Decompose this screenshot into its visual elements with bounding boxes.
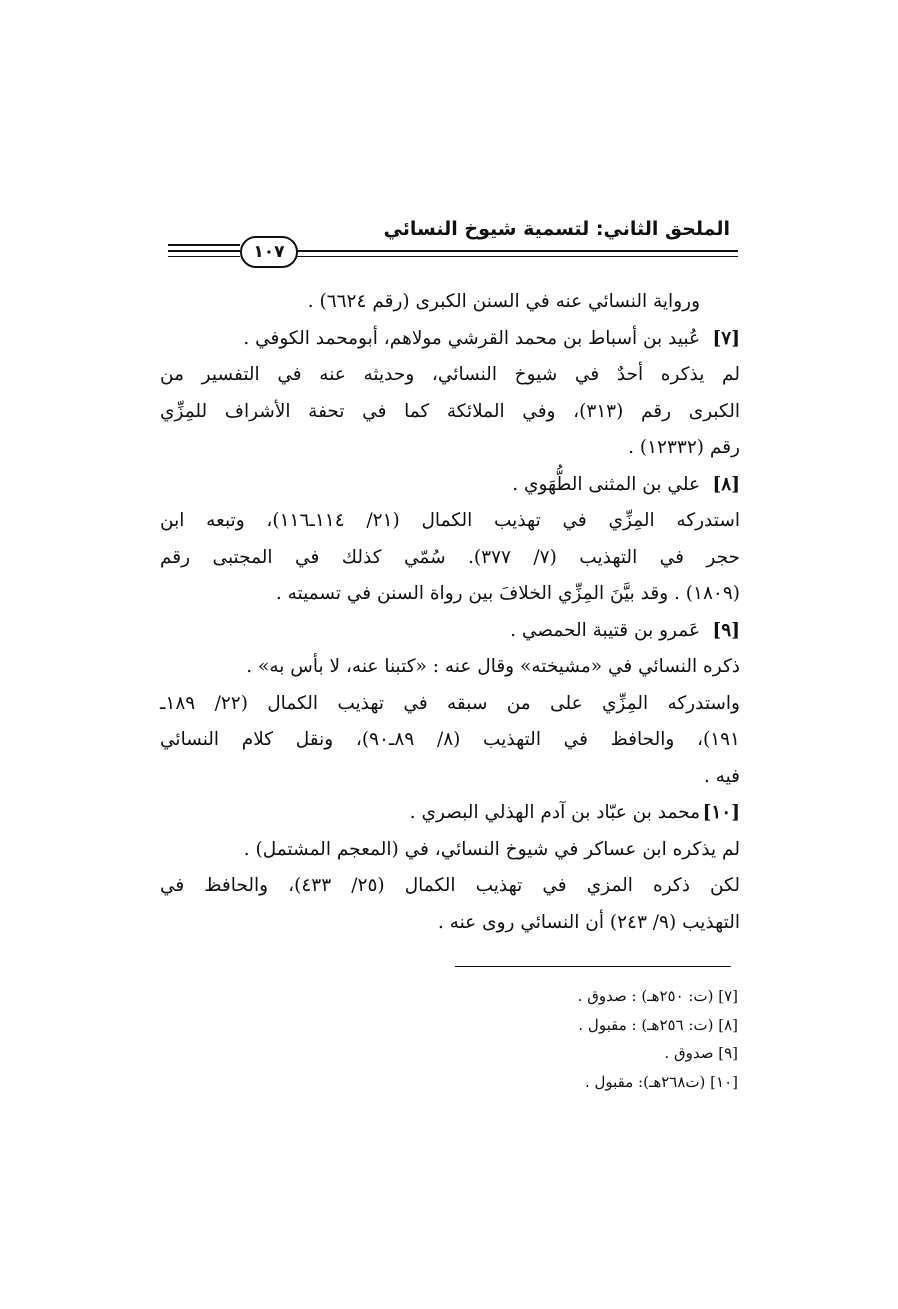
footnote: [٧] (ت: ٢٥٠هـ) : صدوق . [577,987,738,1005]
entry-name: عُبيد بن أسباط بن محمد القرشي مولاهم، أبومحمد الكوفي . [243,327,700,349]
entry-10 [160,795,740,941]
entry-line: رقم (١٢٣٣٢) . [628,437,740,458]
entry-number: [٨] [712,473,740,495]
entry-heading [160,795,740,832]
entry-name: علي بن المثنى الطُّهَوي . [512,473,700,495]
entry-heading [160,467,740,504]
entry-line: لم يذكره أحدٌ في شيوخ النسائي، وحديثه عنه في التفسير من [160,364,740,385]
entry-line: حجر في التهذيب (٧/ ٣٧٧). سُمّي كذلك في المجتبى رقم [160,546,740,568]
entry-line: لكن ذكره المزي في تهذيب الكمال (٢٥/ ٤٣٣)، والحافظ في [160,875,740,896]
entry-name: محمد بن عبّاد بن آدم الهذلي البصري . [409,802,700,823]
entry-8 [160,467,740,613]
intro-line: ورواية النسائي عنه في السنن الكبرى (رقم ٦٦٢٤) . [307,291,700,312]
entry-number: [١٠] [702,802,740,823]
entry-line: التهذيب (٩/ ٢٤٣) أن النسائي روى عنه . [437,911,740,933]
entry-line: فيه . [703,765,740,787]
entry-9 [160,613,740,796]
entry-line: (١٨٠٩) . وقد بيَّنَ المِزِّي الخلافَ بين رواة السنن في تسميته . [275,583,740,604]
header-rule-left [168,244,240,246]
footnote: [٩] صدوق . [664,1044,738,1062]
entry-heading [160,613,740,650]
header-rule-left-2 [168,250,240,252]
running-title: الملحق الثاني: لتسمية شيوخ النسائي [383,218,730,240]
header-rule-thin [296,256,738,257]
entry-line: واستدركه المِزِّي على من سبقه في تهذيب الكمال (٢٢/ ١٨٩ـ [160,692,740,714]
header-rule [296,250,738,252]
entry-number: [٩] [712,619,740,641]
header-rule-left-3 [168,256,240,257]
entry-heading [160,321,740,358]
footnotes [578,982,738,1096]
footnote-separator [455,966,731,967]
entry-name: عَمرو بن قتيبة الحمصي . [510,619,700,641]
entry-line: الكبرى رقم (٣١٣)، وفي الملائكة كما في تحفة الأشراف للمِزِّي [160,400,740,422]
entry-line: ١٩١)، والحافظ في التهذيب (٨/ ٨٩ـ٩٠)، ونقل كلام النسائي [160,729,740,750]
footnote: [١٠] (ت٢٦٨هـ): مقبول . [584,1072,738,1091]
entry-line: استدركه المِزِّي في تهذيب الكمال (٢١/ ١١٤ـ١١٦)، وتبعه ابن [160,510,740,531]
entry-7 [160,321,740,467]
main-text [160,284,740,941]
page-number: ١٠٧ [240,236,298,268]
entry-line: ذكره النسائي في «مشيخته» وقال عنه : «كتبنا عنه، لا بأس به» . [246,656,740,677]
entry-number: [٧] [712,327,740,349]
entry-line: لم يذكره ابن عساكر في شيوخ النسائي، في (المعجم المشتمل) . [243,838,740,860]
footnote: [٨] (ت: ٢٥٦هـ) : مقبول . [578,1015,738,1034]
